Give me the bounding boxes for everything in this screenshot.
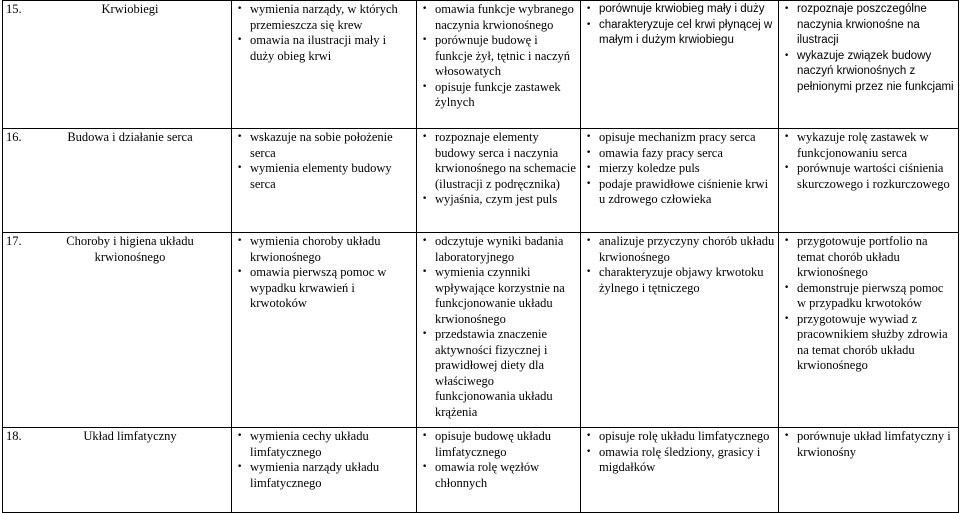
requirements-cell-c1 [232, 129, 417, 233]
requirement-text: omawia pierwszą pomoc w wypadku krwawień i krwotoków [250, 265, 387, 310]
requirements-cell-c3 [581, 129, 779, 233]
requirements-cell-c4 [779, 1, 959, 129]
requirements-list [235, 2, 413, 64]
requirements-cell-c1 [232, 233, 417, 428]
list-item [422, 265, 577, 327]
list-item [586, 2, 775, 18]
requirement-text: opisuje rolę układu limfatycznego [599, 429, 770, 443]
bullet-icon: • [422, 267, 428, 277]
requirement-text: porównuje krwiobieg mały i duży [599, 3, 765, 15]
requirement-text: omawia rolę śledziony, grasicy i migdałków [599, 444, 761, 474]
requirements-cell-c2 [417, 129, 581, 233]
requirement-text: wykazuje związek budowy naczyń krwionośnych z pełnionymi przez nie funkcjami [797, 49, 954, 93]
requirements-cell-c3 [581, 428, 779, 513]
requirements-list [584, 234, 775, 296]
list-item [422, 130, 577, 192]
requirement-text: wymienia narządy układu limfatycznego [250, 460, 380, 490]
curriculum-table [2, 0, 959, 513]
bullet-icon: • [422, 462, 428, 472]
list-item [237, 2, 413, 33]
requirements-cell-c3 [581, 1, 779, 129]
requirements-list [235, 130, 413, 192]
list-item [422, 192, 577, 208]
lesson-number: 17. [6, 234, 22, 248]
requirement-text: porównuje układ limfatyczny i krwionośny [797, 429, 951, 459]
list-item [784, 49, 955, 96]
lesson-number: 15. [6, 2, 22, 16]
bullet-icon: • [586, 132, 592, 142]
list-item [784, 2, 955, 49]
requirement-text: wykazuje rolę zastawek w funkcjonowaniu serca [797, 130, 929, 160]
bullet-icon: • [586, 178, 592, 189]
bullet-icon: • [237, 267, 243, 277]
requirement-text: rozpoznaje elementy budowy serca i naczynia krwionośnego na schemacie (ilustracji z podręcznika) [435, 130, 576, 191]
requirement-text: charakteryzuje objawy krwotoku żylnego i tętniczego [599, 265, 764, 295]
bullet-icon: • [586, 147, 592, 158]
table-row [3, 129, 959, 233]
table-body [3, 1, 959, 513]
list-item [237, 130, 413, 161]
list-item [586, 265, 775, 296]
list-item [422, 79, 577, 111]
bullet-icon: • [586, 446, 592, 457]
requirement-text: opisuje funkcje zastawek żylnych [435, 79, 561, 109]
requirement-text: analizuje przyczyny chorób układu krwionośnego [599, 234, 775, 264]
requirement-text: omawia fazy pracy serca [599, 145, 723, 160]
topic-cell [3, 1, 232, 129]
bullet-icon: • [784, 4, 790, 14]
list-item [237, 265, 413, 312]
requirements-cell-c2 [417, 428, 581, 513]
table-row [3, 428, 959, 513]
list-item [422, 429, 577, 460]
list-item [784, 130, 955, 161]
requirement-text: wymienia czynniki wpływające korzystnie na funkcjonowanie układu krwionośnego [435, 265, 565, 326]
requirement-text: wskazuje na sobie położenie serca [250, 130, 393, 160]
requirements-cell-c4 [779, 233, 959, 428]
bullet-icon: • [237, 431, 243, 441]
requirement-text: wyjaśnia, czym jest puls [435, 192, 558, 206]
requirement-text: omawia rolę węzłów chłonnych [435, 460, 540, 490]
list-item [586, 429, 775, 445]
requirements-list [782, 2, 955, 95]
list-item [784, 161, 955, 192]
bullet-icon: • [784, 282, 790, 293]
list-item [237, 429, 413, 460]
list-item [237, 33, 413, 64]
bullet-icon: • [422, 132, 428, 142]
requirement-text: opisuje mechanizm pracy serca [599, 130, 756, 144]
requirement-text: wymienia narządy, w których przemieszcza się krew [250, 2, 398, 32]
requirement-text: przygotowuje portfolio na temat chorób układu krwionośnego [797, 234, 928, 279]
topic-cell [3, 428, 232, 513]
requirement-text: porównuje budowę i funkcje żył, tętnic i naczyń włosowatych [435, 33, 571, 78]
bullet-icon: • [784, 50, 790, 61]
bullet-icon: • [784, 132, 790, 142]
lesson-topic: Układ limfatyczny [83, 429, 177, 443]
bullet-icon: • [422, 329, 428, 339]
bullet-icon: • [422, 194, 428, 204]
requirement-text: opisuje budowę układu limfatycznego [435, 429, 551, 459]
table-row [3, 1, 959, 129]
lesson-topic: Krwiobiegi [101, 2, 159, 16]
bullet-icon: • [237, 236, 243, 246]
list-item [586, 145, 775, 162]
requirement-text: wymienia choroby układu krwionośnego [250, 234, 381, 264]
table-row [3, 233, 959, 428]
requirements-list [235, 429, 413, 491]
bullet-icon: • [237, 4, 243, 14]
bullet-icon: • [586, 267, 592, 277]
bullet-icon: • [237, 35, 243, 45]
bullet-icon: • [586, 236, 592, 246]
list-item [784, 429, 955, 460]
requirements-list [420, 130, 577, 208]
bullet-icon: • [784, 313, 790, 324]
requirements-cell-c3 [581, 233, 779, 428]
bullet-icon: • [237, 163, 243, 173]
bullet-icon: • [784, 236, 790, 246]
list-item [784, 280, 955, 312]
requirements-list [235, 234, 413, 312]
list-item [784, 311, 955, 374]
list-item [586, 161, 775, 177]
requirement-text: przygotowuje wywiad z pracownikiem służby zdrowia na temat chorób układu krwionośnego [797, 311, 948, 372]
bullet-icon: • [422, 236, 428, 246]
list-item [237, 234, 413, 265]
requirements-cell-c4 [779, 129, 959, 233]
lesson-topic: Budowa i działanie serca [67, 130, 193, 144]
topic-cell [3, 129, 232, 233]
list-item [237, 460, 413, 491]
bullet-icon: • [586, 163, 592, 173]
requirements-cell-c2 [417, 233, 581, 428]
requirements-list [782, 429, 955, 460]
requirements-cell-c4 [779, 428, 959, 513]
list-item [586, 18, 775, 49]
lesson-number: 16. [6, 130, 22, 144]
requirements-list [420, 429, 577, 491]
requirements-list [420, 234, 577, 420]
bullet-icon: • [422, 4, 428, 14]
list-item [422, 33, 577, 80]
requirement-text: przedstawia znaczenie aktywności fizycznej i prawidłowej diety dla właściwego funkcjonowania układu krążenia [435, 327, 553, 419]
requirement-text: mierzy koledze puls [599, 161, 700, 175]
requirement-text: omawia funkcje wybranego naczynia krwionośnego [435, 2, 574, 32]
list-item [784, 234, 955, 281]
requirement-text: charakteryzuje cel krwi płynącej w małym i dużym krwiobiegu [599, 18, 773, 46]
bullet-icon: • [784, 431, 790, 441]
requirement-text: podaje prawidłowe ciśnienie krwi u zdrowego człowieka [599, 176, 769, 206]
requirement-text: porównuje wartości ciśnienia skurczowego i rozkurczowego [797, 161, 950, 191]
list-item [586, 176, 775, 208]
lesson-number: 18. [6, 429, 22, 443]
requirements-list [782, 234, 955, 374]
requirements-list [782, 130, 955, 192]
list-item [422, 327, 577, 420]
list-item [586, 130, 775, 146]
bullet-icon: • [586, 4, 592, 14]
requirement-text: demonstruje pierwszą pomoc w przypadku krwotoków [797, 280, 944, 310]
requirements-cell-c1 [232, 1, 417, 129]
requirements-list [420, 2, 577, 111]
bullet-icon: • [586, 19, 592, 30]
list-item [422, 234, 577, 265]
requirements-list [584, 2, 775, 49]
list-item [422, 460, 577, 491]
bullet-icon: • [422, 35, 428, 45]
requirement-text: wymienia cechy układu limfatycznego [250, 429, 369, 459]
topic-cell [3, 233, 232, 428]
requirement-text: wymienia elementy budowy serca [250, 161, 392, 191]
bullet-icon: • [422, 81, 428, 92]
lesson-topic: Choroby i higiena układu krwionośnego [66, 234, 194, 264]
requirements-list [584, 130, 775, 208]
requirement-text: rozpoznaje poszczególne naczynia krwionośne na ilustracji [797, 3, 927, 46]
bullet-icon: • [422, 431, 428, 441]
list-item [237, 161, 413, 192]
list-item [422, 2, 577, 33]
list-item [586, 234, 775, 265]
requirement-text: odczytuje wyniki badania laboratoryjnego [435, 234, 564, 264]
bullet-icon: • [784, 163, 790, 173]
bullet-icon: • [586, 431, 592, 441]
requirements-list [584, 429, 775, 476]
bullet-icon: • [237, 132, 243, 142]
requirement-text: omawia na ilustracji mały i duży obieg krwi [250, 33, 387, 63]
requirements-cell-c1 [232, 428, 417, 513]
bullet-icon: • [237, 462, 243, 472]
list-item [586, 444, 775, 476]
requirements-cell-c2 [417, 1, 581, 129]
